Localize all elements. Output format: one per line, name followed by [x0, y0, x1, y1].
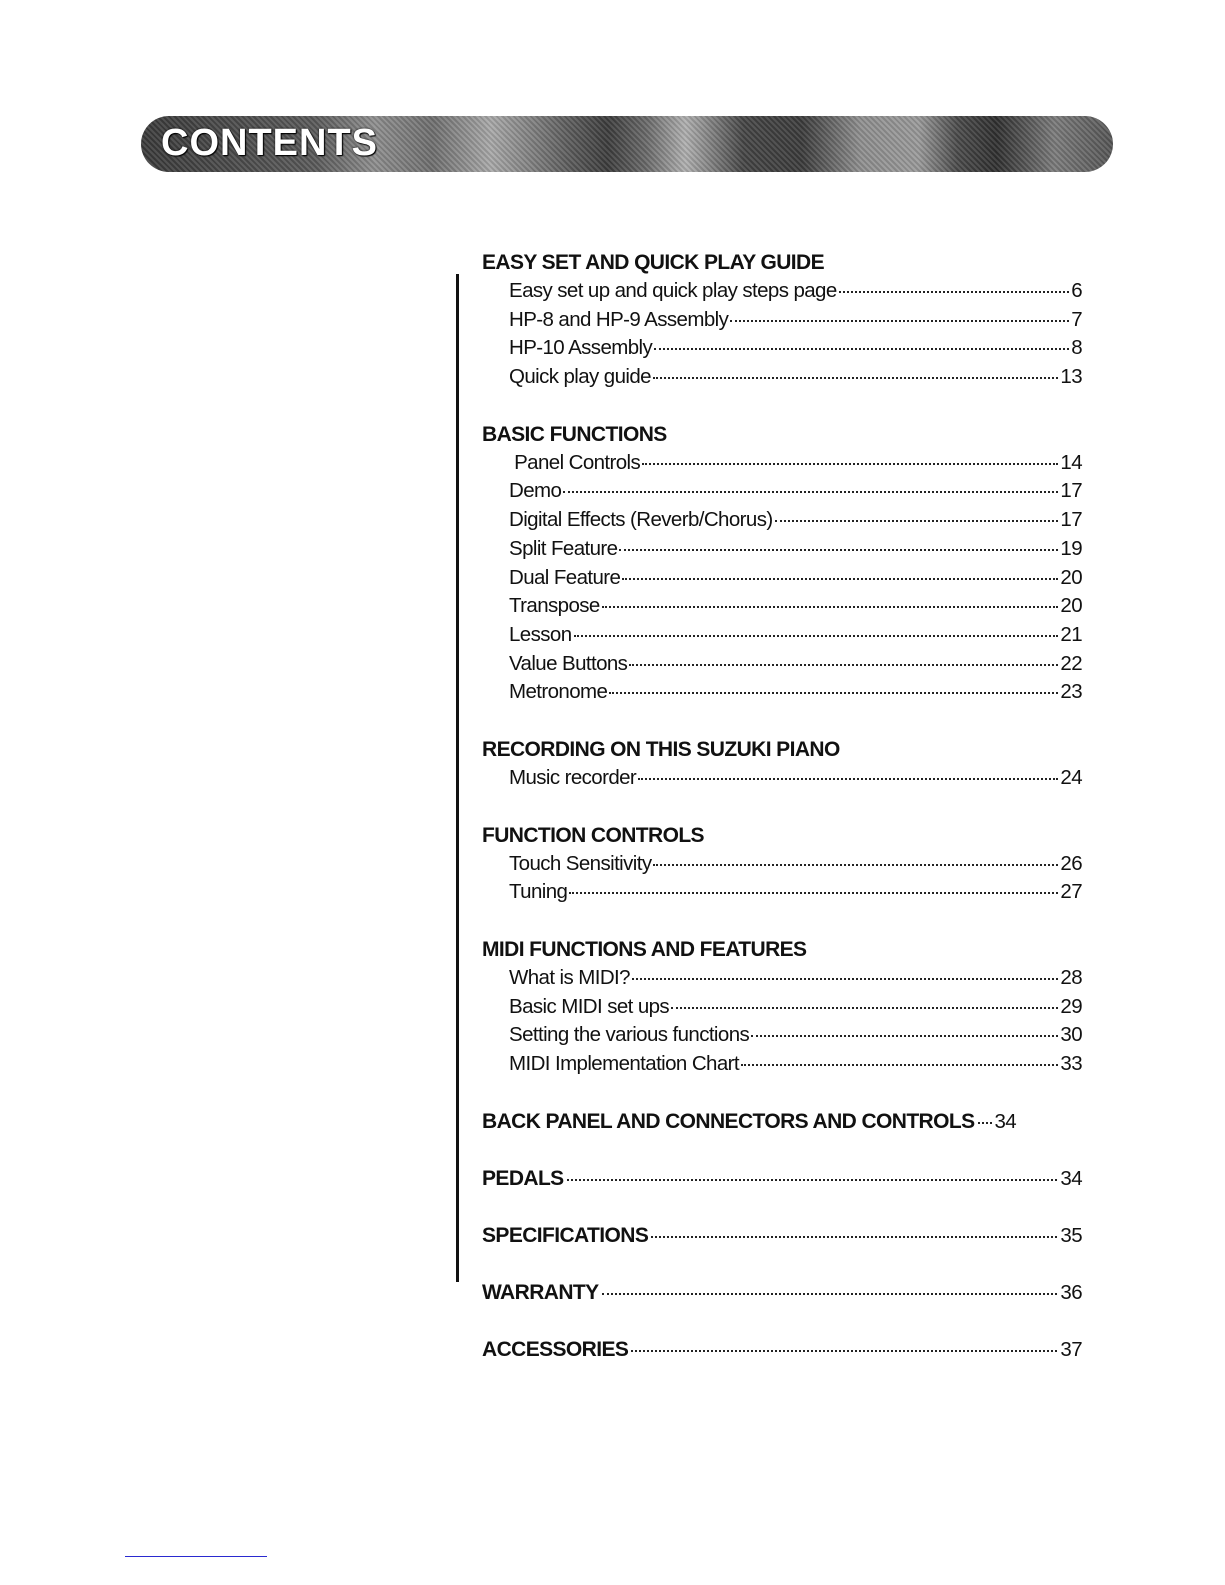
toc-section-easy-set: [482, 248, 1082, 392]
dot-leader: [978, 1122, 992, 1124]
toc-entry[interactable]: [482, 592, 1082, 621]
page-number: 29: [1060, 994, 1082, 1018]
dot-leader: [602, 1293, 1058, 1295]
page-number: 34: [1060, 1166, 1082, 1190]
page-number: 22: [1060, 651, 1082, 675]
entry-label: HP-10 Assembly: [509, 336, 653, 360]
toc-entry[interactable]: [482, 878, 1082, 907]
contents-banner: [141, 116, 1113, 172]
toc-entry-accessories[interactable]: [482, 1335, 1082, 1364]
entry-label: What is MIDI?: [509, 966, 630, 989]
entry-label: Tuning: [509, 880, 568, 904]
entry-label: SPECIFICATIONS: [482, 1223, 649, 1247]
page-number: 24: [1060, 765, 1082, 789]
section-heading: RECORDING ON THIS SUZUKI PIANO: [482, 737, 840, 761]
entry-label: Value Buttons: [509, 651, 628, 675]
page-number: 20: [1060, 594, 1082, 618]
toc-entry[interactable]: [482, 621, 1082, 650]
page-number: 35: [1060, 1223, 1082, 1247]
entry-label: ACCESSORIES: [482, 1337, 629, 1361]
toc-section-function-controls: [482, 821, 1082, 907]
dot-leader: [642, 463, 1058, 465]
dot-leader: [622, 578, 1058, 580]
page-number: 26: [1060, 851, 1082, 875]
dot-leader: [775, 520, 1059, 522]
dot-leader: [730, 320, 1069, 322]
toc-entry[interactable]: [482, 564, 1082, 593]
footer-line: [125, 1556, 267, 1557]
entry-label: Transpose: [509, 594, 600, 618]
toc-entry-back-panel[interactable]: [482, 1107, 1082, 1136]
page-number: 21: [1060, 622, 1082, 646]
toc-entry[interactable]: [482, 850, 1082, 879]
page-number: 6: [1071, 279, 1082, 302]
toc-entry[interactable]: [482, 964, 1082, 993]
dot-leader: [567, 1179, 1058, 1181]
dot-leader: [839, 291, 1070, 293]
page-number: 28: [1060, 966, 1082, 989]
page-number: 20: [1060, 565, 1082, 589]
entry-label: Dual Feature: [509, 565, 621, 589]
page-number: 19: [1060, 536, 1082, 560]
section-heading: MIDI FUNCTIONS AND FEATURES: [482, 938, 807, 961]
dot-leader: [619, 549, 1058, 551]
page-title: CONTENTS: [161, 122, 378, 164]
entry-label: Demo: [509, 479, 562, 503]
page-number: 14: [1060, 450, 1082, 474]
toc-entry[interactable]: [482, 363, 1082, 392]
toc-entry[interactable]: [482, 506, 1082, 535]
entry-label: MIDI Implementation Chart: [509, 1052, 739, 1076]
section-heading: EASY SET AND QUICK PLAY GUIDE: [482, 251, 825, 274]
entry-label: Split Feature: [509, 536, 618, 560]
dot-leader: [751, 1035, 1058, 1037]
toc-entry[interactable]: [482, 306, 1082, 335]
entry-label: Digital Effects (Reverb/Chorus): [509, 508, 773, 532]
toc-entry[interactable]: [482, 1021, 1082, 1050]
dot-leader: [651, 1236, 1057, 1238]
page-number: 34: [994, 1109, 1017, 1133]
toc-entry-pedals[interactable]: [482, 1164, 1082, 1193]
dot-leader: [653, 864, 1058, 866]
dot-leader: [602, 606, 1059, 608]
page-number: 23: [1060, 680, 1082, 704]
entry-label: Lesson: [509, 622, 572, 646]
vertical-rule: [456, 274, 459, 1282]
page-number: 37: [1060, 1337, 1082, 1361]
page-number: 17: [1060, 479, 1082, 503]
toc-section-recording: [482, 735, 1082, 793]
page-number: 33: [1060, 1052, 1082, 1076]
entry-label: HP-8 and HP-9 Assembly: [509, 307, 729, 331]
table-of-contents: [482, 248, 1082, 1364]
dot-leader: [569, 892, 1058, 894]
dot-leader: [671, 1007, 1058, 1009]
entry-label: PEDALS: [482, 1166, 564, 1190]
toc-entry[interactable]: [482, 650, 1082, 679]
dot-leader: [638, 778, 1058, 780]
page-number: 27: [1060, 880, 1082, 904]
page-number: 8: [1071, 336, 1082, 360]
page-number: 7: [1071, 307, 1082, 331]
dot-leader: [632, 978, 1058, 980]
toc-entry[interactable]: [482, 535, 1082, 564]
dot-leader: [654, 348, 1069, 350]
toc-entry[interactable]: [482, 678, 1082, 707]
page-number: 36: [1060, 1280, 1082, 1304]
entry-label: Music recorder: [509, 765, 637, 789]
entry-label: Easy set up and quick play steps page: [509, 279, 837, 302]
toc-entry[interactable]: [482, 477, 1082, 506]
toc-entry[interactable]: [482, 764, 1082, 793]
toc-entry-specifications[interactable]: [482, 1221, 1082, 1250]
toc-entry[interactable]: [482, 993, 1082, 1022]
dot-leader: [741, 1064, 1058, 1066]
entry-label: Quick play guide: [509, 365, 651, 389]
page-number: 13: [1060, 365, 1082, 389]
entry-label: Metronome: [509, 680, 608, 704]
page-number: 30: [1060, 1023, 1082, 1047]
toc-entry[interactable]: [482, 449, 1082, 478]
entry-label: Panel Controls: [509, 450, 641, 474]
toc-entry[interactable]: [482, 277, 1082, 306]
entry-label: Basic MIDI set ups: [509, 994, 670, 1018]
entry-label: WARRANTY: [482, 1280, 599, 1304]
dot-leader: [653, 377, 1058, 379]
entry-label: Touch Sensitivity: [509, 851, 652, 875]
entry-label: BACK PANEL AND CONNECTORS AND CONTROLS: [482, 1109, 975, 1133]
toc-section-basic-functions: [482, 420, 1082, 707]
dot-leader: [574, 635, 1059, 637]
section-heading: FUNCTION CONTROLS: [482, 823, 704, 847]
dot-leader: [629, 664, 1058, 666]
entry-label: Setting the various functions: [509, 1023, 750, 1047]
section-heading: BASIC FUNCTIONS: [482, 422, 667, 446]
page-number: 17: [1060, 508, 1082, 532]
toc-entry[interactable]: [482, 1050, 1082, 1079]
dot-leader: [563, 491, 1058, 493]
dot-leader: [609, 692, 1058, 694]
dot-leader: [631, 1350, 1057, 1352]
toc-section-midi: [482, 935, 1082, 1079]
toc-entry[interactable]: [482, 334, 1082, 363]
toc-entry-warranty[interactable]: [482, 1278, 1082, 1307]
